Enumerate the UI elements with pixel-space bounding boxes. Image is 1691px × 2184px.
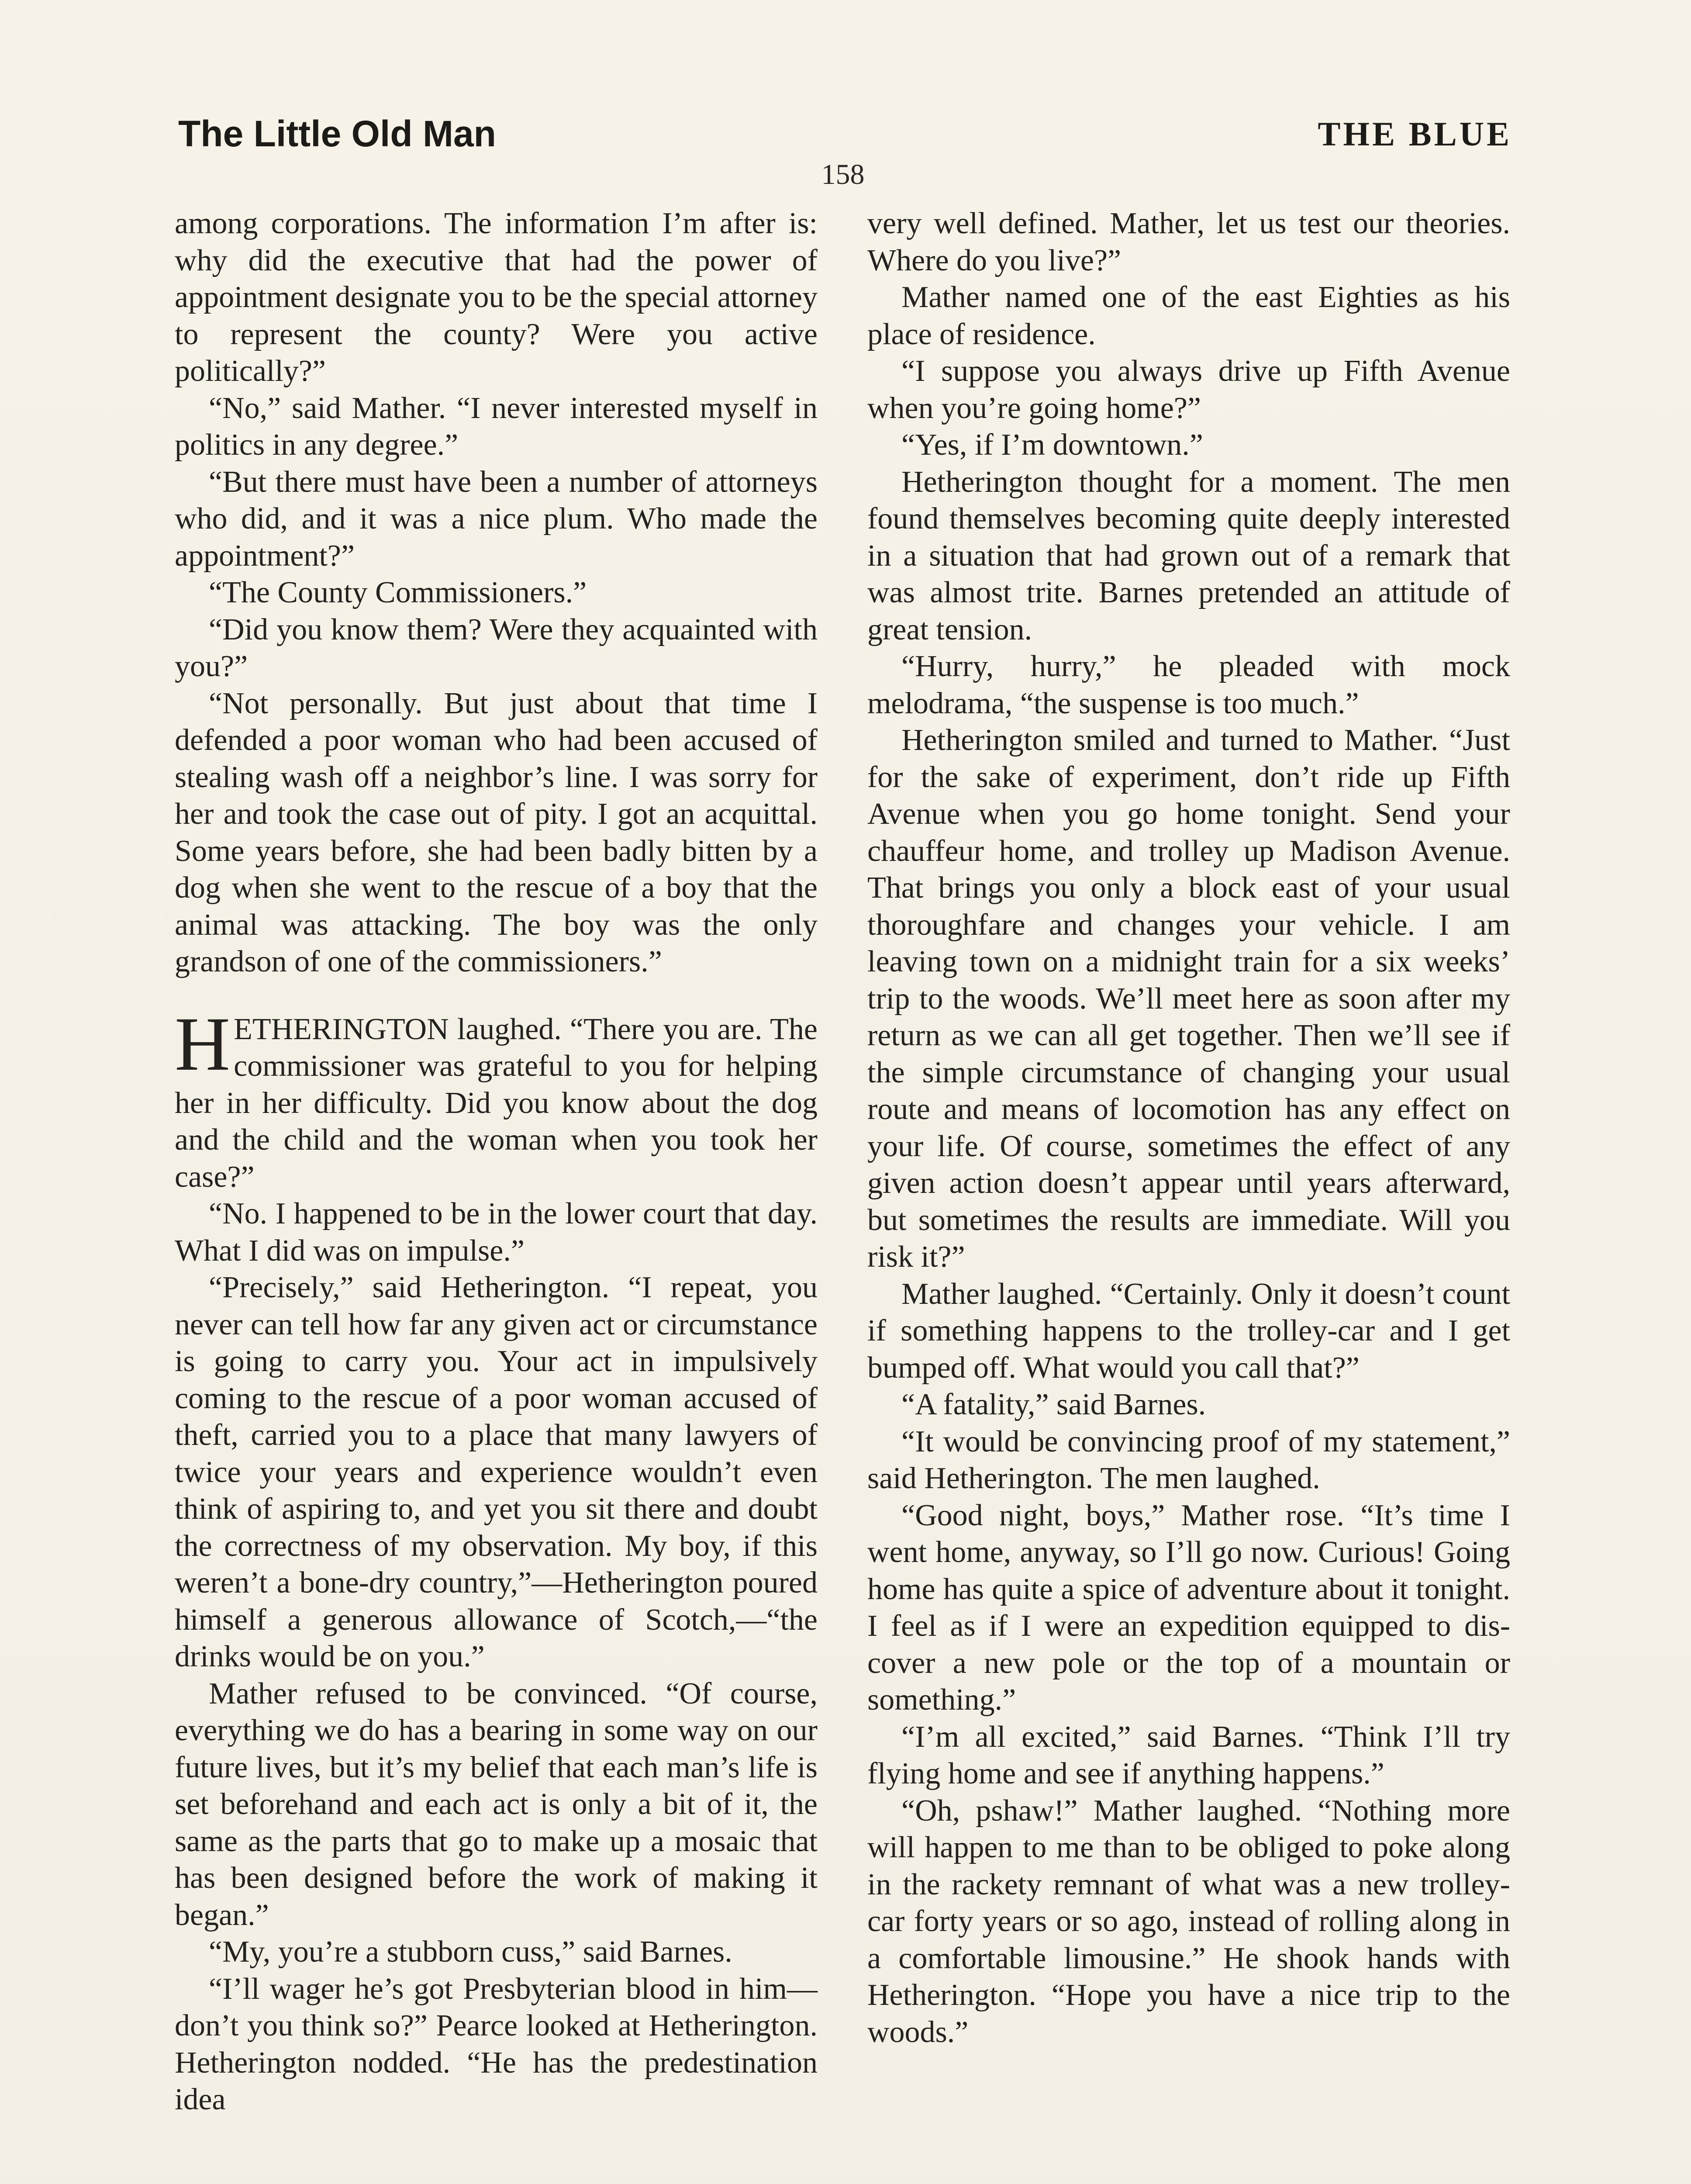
paragraph: “Good night, boys,” Mather rose. “It’s time I went home, anyway, so I’ll go now. Curious! Going home has quite a spice of adventure about it tonight. I feel as if I were an expedition equipped to discover a new pole or the top of a mountain or something.” — [867, 1498, 1510, 1717]
paragraph: “Not personally. But just about that time I defended a poor woman who had been accused of stealing wash off a neighbor’s line. I was sorry for her and took the case out of pity. I got an acquittal. Some years before, she had been badly bitten by a dog when she went to the rescue of a boy that the animal was attacking. The boy was the only grandson of one of the commissioners.” — [175, 686, 818, 978]
paragraph: “No. I happened to be in the lower court that day. What I did was on impulse.” — [175, 1197, 818, 1268]
dropcap-paragraph — [175, 1001, 818, 1196]
paragraph: “Oh, pshaw!” Mather laughed. “Nothing more will happen to me than to be obliged to poke along in the rackety remnant of what was a new trolley-car forty years or so ago, instead of rolling along in a comfortable limousine.” He shook hands with Hetherington. “Hope you have a nice trip to the woods.” — [867, 1794, 1510, 2049]
paragraph: “It would be convincing proof of my statement,” said Hetherington. The men laughed. — [867, 1424, 1510, 1495]
paragraph: “Hurry, hurry,” he pleaded with mock melodrama, “the suspense is too much.” — [867, 650, 1510, 720]
paragraph: Mather refused to be convinced. “Of course, everything we do has a bearing in some way on our future lives, but it’s my belief that each man’s life is set beforehand and each act is only a bit of it, the same as the parts that go to make up a mosaic that has been designed before the work of making it began.” — [175, 1676, 818, 1932]
paragraph: “I’ll wager he’s got Presbyterian blood in him—don’t you think so?” Pearce looked at Hetherington. Hetherington nodded. “He has the predestination idea — [175, 1972, 818, 2116]
paragraph: “My, you’re a stubborn cuss,” said Barnes. — [209, 1935, 732, 1969]
paragraph: “Did you know them? Were they acquainted with you?” — [175, 612, 818, 683]
dropcap-paragraph-text: ETHERINGTON laughed. “There you are. The commissioner was grateful to you for helping her in her difficulty. Did you know about the dog and the child and the woman when you took her case?” — [175, 1012, 818, 1194]
paragraph: “But there must have been a number of attorneys who did, and it was a nice plum. Who made the appointment?” — [175, 465, 818, 573]
paragraph: very well defined. Mather, let us test our theories. Where do you live?” — [867, 207, 1510, 277]
paragraph: “I’m all excited,” said Barnes. “Think I’ll try flying home and see if anything happens.” — [867, 1720, 1510, 1790]
paragraph: “Precisely,” said Hetherington. “I repeat, you never can tell how far any given act or circumstance is going to carry you. Your act in impulsively coming to the rescue of a poor woman accused of theft, carried you to a place that many lawyers of twice your years and experience wouldn’t even think of aspiring to, and yet you sit there and doubt the correctness of my observation. My boy, if this weren’t a bone-dry country,”—Hetherington poured himself a generous allowance of Scotch,—“the drinks would be on you.” — [175, 1271, 818, 1673]
paragraph: Mather laughed. “Certainly. Only it doesn’t count if something happens to the trolley-car and I get bumped off. What would you call that?” — [867, 1277, 1510, 1385]
paragraph: “Yes, if I’m downtown.” — [901, 428, 1203, 462]
paragraph: Hetherington thought for a moment. The men found themselves becoming quite deeply interested in a situation that had grown out of a remark that was almost trite. Barnes pretended an attitude of great tension. — [867, 465, 1510, 646]
paragraph: Mather named one of the east Eighties as his place of residence. — [867, 280, 1510, 351]
paragraph: “The County Commissioners.” — [209, 576, 587, 609]
paragraph: “I suppose you always drive up Fifth Avenue when you’re going home?” — [867, 354, 1510, 425]
right-column — [867, 205, 1510, 2051]
story-title: The Little Old Man — [178, 113, 496, 154]
paragraph: among corporations. The information I’m after is: why did the executive that had the power of appointment designate you to be the special attorney to represent the county? Were you active politically?” — [175, 207, 818, 388]
magazine-title: THE BLUE — [1318, 115, 1512, 153]
left-column — [175, 205, 818, 2118]
paragraph: Hetherington smiled and turned to Mather. “Just for the sake of experiment, don’t ride up Fifth Avenue when you go home tonight. Send your chauffeur home, and trolley up Madison Avenue. That brings you only a block east of your usual thoroughfare and changes your vehicle. I am leaving town on a midnight train for a six weeks’ trip to the woods. We’ll meet here as soon after my return as we can all get together. Then we’ll see if the simple circumstance of changing your usual route and means of locomotion has any effect on your life. Of course, sometimes the effect of any given action doesn’t appear until years afterward, but sometimes the results are immediate. Will you risk it?” — [867, 723, 1510, 1274]
drop-cap-letter: H — [175, 1001, 231, 1087]
page-number: 158 — [821, 159, 865, 190]
paragraph: “A fatality,” said Barnes. — [901, 1388, 1206, 1421]
paragraph: “No,” said Mather. “I never interested myself in politics in any degree.” — [175, 391, 818, 462]
